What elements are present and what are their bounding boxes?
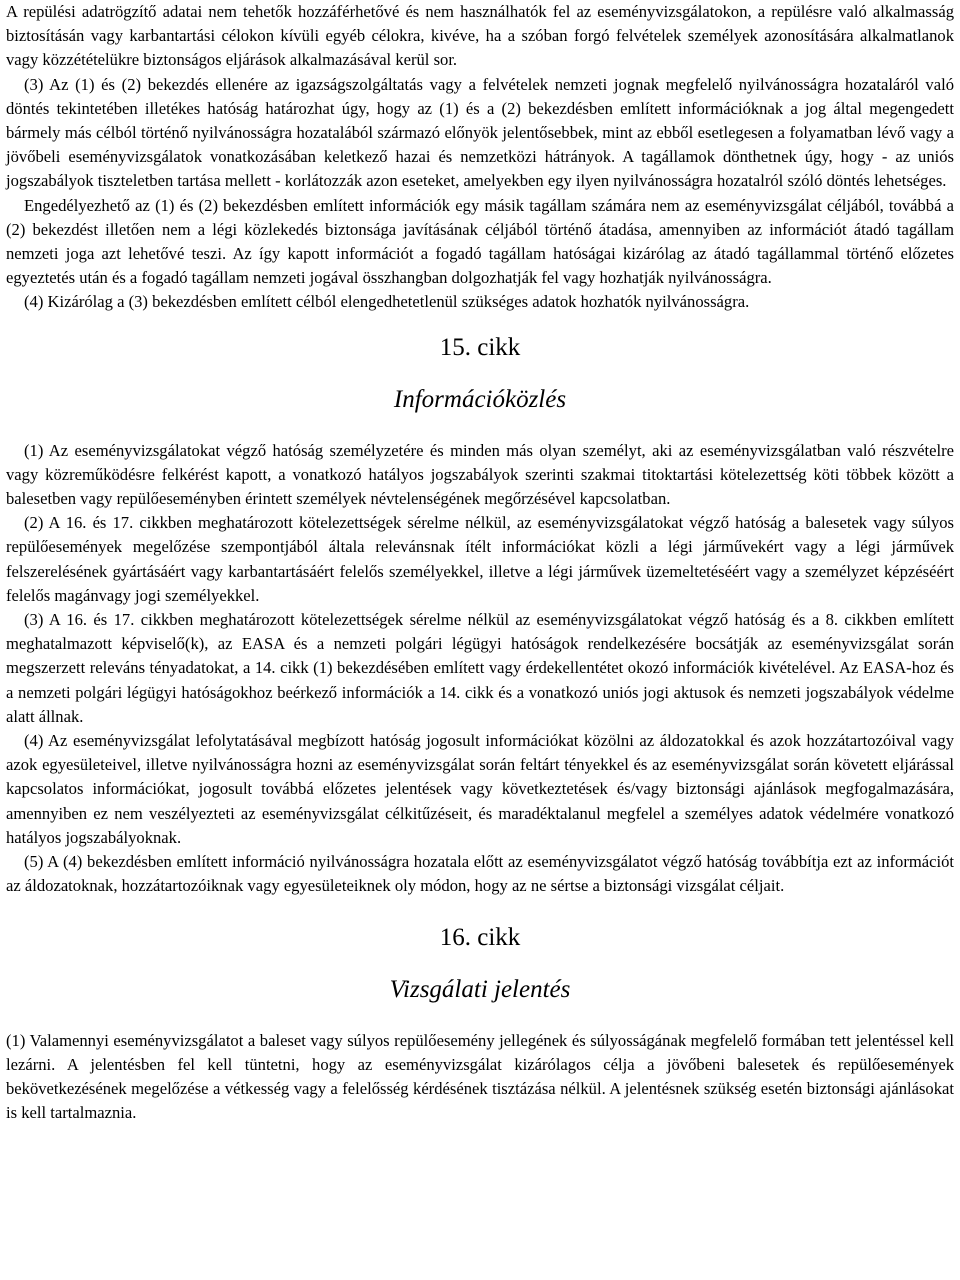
article-15-paragraph: (3) A 16. és 17. cikkben meghatározott kötelezettségek sérelme nélkül az eseményvizsgálatokat végző hatóság és a 8. cikkben említett meghatalmazott képviselő(k), az EASA és a nemzeti polgári légügyi hatóságok rendelkezésére bocsátják az eseményvizsgálat során megszerzett releváns tényadatokat, a 14. cikk (1) bekezdésében említett vagy érdekellentétet okozó információk kivételével. Az EASA-hoz és a nemzeti polgári légügyi hatóságokhoz beérkező információk a 14. cikk és a vonatkozó uniós jogi aktusok és nemzeti jogszabályok védelme alatt állnak.	[6, 610, 954, 726]
article-16-heading: 16. cikk	[439, 923, 521, 951]
article-15-paragraph: (2) A 16. és 17. cikkben meghatározott kötelezettségek sérelme nélkül, az eseményvizsgálatokat végző hatóság a balesetek vagy súlyos repülőesemények megelőzése szempontjából általa relevánsnak ítélt információkat közli a légi járművekért vagy a légi járművek felszerelésének gyártásáért vagy karbantartásáért felelős személyekkel, illetve a légi járművek üzemeltetéséért vagy a személyzet képzéséért felelős magánvagy jogi személyekkel.	[6, 513, 954, 605]
intro-paragraph: (4) Kizárólag a (3) bekezdésben említett célból elengedhetetlenül szükséges adatok hozhatók nyilvánosságra.	[24, 292, 750, 312]
article-15-paragraph: (5) A (4) bekezdésben említett információ nyilvánosságra hozatala előtt az eseményvizsgálatot végző hatóság továbbítja ezt az információt az áldozatoknak, hozzátartozóiknak vagy egyesületeiknek oly módon, hogy az ne sértse a biztonsági vizsgálat céljait.	[6, 852, 954, 896]
intro-paragraph: Engedélyezhető az (1) és (2) bekezdésben említett információk egy másik tagállam számára nem az eseményvizsgálat céljából, továbbá a (2) bekezdést illetően nem a légi közlekedés biztonsága javításának céljából történő átadása, amennyiben az információt átadó tagállam nemzeti joga azt lehetővé teszi. Az így kapott információt a fogadó tagállam hatóságai kizárólag az átadó tagállammal történő előzetes egyeztetés után és a fogadó tagállam nemzeti jogával összhangban dolgozhatják fel vagy hozhatják nyilvánosságra.	[6, 195, 954, 288]
intro-paragraph: (3) Az (1) és (2) bekezdés ellenére az igazságszolgáltatás vagy a felvételek nemzeti jognak megfelelő nyilvánosságra hozataláról való döntés tekintetében illetékes hatóság határozhat úgy, hogy az (1) és a (2) bekezdésben említett információknak a jog által megengedett bármely más célból történő nyilvánosságra hozatalából származó előnyök jelentősebbek, mint az ebből esetlegesen a folyamatban lévő vagy a jövőbeli eseményvizsgálatok vonatkozásában keletkező hazai és nemzetközi hátrányok. A tagállamok dönthetnek úgy, hogy - az uniós jogszabályok tiszteletben tartása mellett - korlátozzák azon eseteket, amelyekben egy ilyen nyilvánosságra hozatalról szóló döntés lehetséges.	[6, 74, 954, 191]
article-15-paragraph: (1) Az eseményvizsgálatokat végző hatóság személyzetére és minden más olyan személyt, aki az eseményvizsgálatban való részvételre vagy közreműködésre felkérést kapott, a vonatkozó hatályos jogszabályok szerinti szakmai titoktartási kötelezettség köti többek között a balesetben vagy repülőeseményben érintett személyek névtelenségének megőrzésével kapcsolatban.	[6, 440, 954, 509]
article-15-paragraph: (4) Az eseményvizsgálat lefolytatásával megbízott hatóság jogosult információkat közölni az áldozatokkal és azok hozzátartozóival vagy azok egyesületeivel, illetve nyilvánosságra hozni az eseményvizsgálat során feltárt tényekkel és az eseményvizsgálat során követett eljárással kapcsolatos információkat, jogosult továbbá előzetes jelentések vagy következtetések és/vagy biztonsági ajánlások megfogalmazására, amennyiben ez nem veszélyezteti az eseményvizsgálat célkitűzéseit, és maradéktalanul megfelel a személyes adatok védelmére vonatkozó hatályos jogszabályoknak.	[6, 731, 954, 847]
article-16-title: Vizsgálati jelentés	[389, 975, 571, 1003]
article-15-title: Információközlés	[393, 385, 567, 413]
article-15-heading: 15. cikk	[439, 333, 521, 361]
intro-paragraph: A repülési adatrögzítő adatai nem tehetők hozzáférhetővé és nem használhatók fel az eseményvizsgálatokon, a repülésre való alkalmasság biztosításán vagy karbantartási célokon kívüli egyéb célokra, kivéve, ha a szóban forgó felvételek személyek azonosítására alkalmatlanok vagy közzétételükre biztonságos eljárások alkalmazásával kerül sor.	[6, 2, 954, 70]
article-16-paragraph: (1) Valamennyi eseményvizsgálatot a baleset vagy súlyos repülőesemény jellegének és súlyosságának megfelelő formában tett jelentéssel kell lezárni. A jelentésben fel kell tüntetni, hogy az eseményvizsgálat kizárólagos célja a jövőbeni balesetek és repülőesemények bekövetkezésének megelőzése a vétkesség vagy a felelősség kérdésének tisztázása nélkül. A jelentésnek szükség esetén biztonsági ajánlásokat is kell tartalmaznia.	[6, 1030, 954, 1123]
